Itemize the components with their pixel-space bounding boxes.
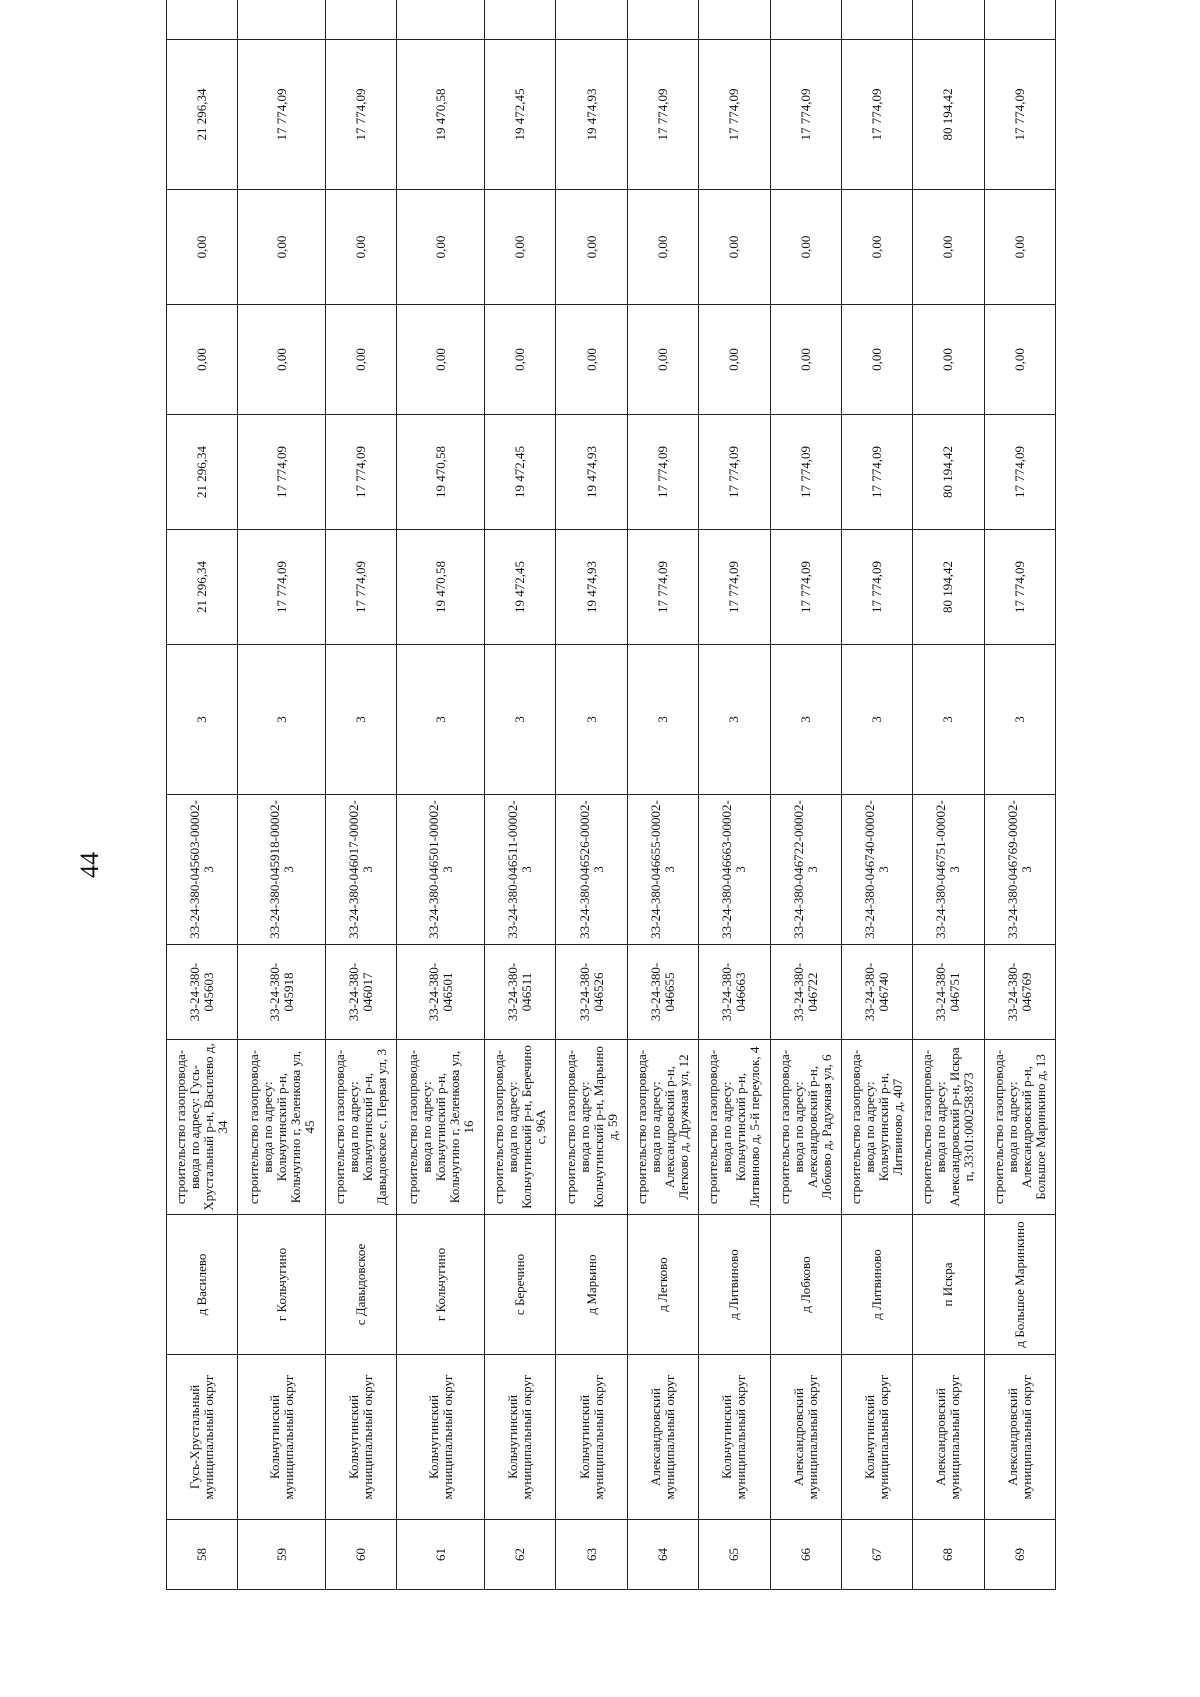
cell-settlement: д Большое Маринкино — [984, 1215, 1055, 1355]
cell-v3: 0,00 — [627, 190, 698, 305]
cell-description: строительство газопровода-ввода по адресу: Александровский р-н, Легково д, Дружная ул, 12 — [627, 1040, 698, 1215]
cell-total: 21 296,34 — [167, 530, 238, 645]
cell-v5 — [397, 0, 485, 40]
cell-v2: 0,00 — [984, 305, 1055, 415]
cell-contract: 33-24-380-046751-00002-3 — [913, 795, 984, 945]
cell-v4: 80 194,42 — [913, 40, 984, 190]
cell-contract: 33-24-380-046769-00002-3 — [984, 795, 1055, 945]
cell-category: 3 — [627, 645, 698, 795]
cell-settlement: д Лобково — [770, 1215, 841, 1355]
cell-v1: 21 296,34 — [167, 415, 238, 530]
cell-district: Кольчугинский муниципальный округ — [485, 1355, 556, 1520]
cell-v5 — [841, 0, 912, 40]
cell-district: Кольчугинский муниципальный округ — [326, 1355, 397, 1520]
cell-total: 19 470,58 — [397, 530, 485, 645]
cell-v3: 0,00 — [913, 190, 984, 305]
cell-settlement: с Беречино — [485, 1215, 556, 1355]
cell-cadastral: 33-24-380-046017 — [326, 945, 397, 1040]
cell-district: Кольчугинский муниципальный округ — [238, 1355, 326, 1520]
cell-v3: 0,00 — [397, 190, 485, 305]
cell-v3: 0,00 — [841, 190, 912, 305]
cell-category: 3 — [167, 645, 238, 795]
cell-total: 17 774,09 — [770, 530, 841, 645]
cell-category: 3 — [913, 645, 984, 795]
cell-settlement: д Литвиново — [841, 1215, 912, 1355]
cell-v4: 17 774,09 — [326, 40, 397, 190]
cell-v2: 0,00 — [397, 305, 485, 415]
cell-v4: 17 774,09 — [770, 40, 841, 190]
cell-no: 62 — [485, 1520, 556, 1590]
table-row — [556, 0, 627, 1590]
table-row — [238, 0, 326, 1590]
cell-district: Александровский муниципальный округ — [913, 1355, 984, 1520]
cell-category: 3 — [770, 645, 841, 795]
cell-v2: 0,00 — [326, 305, 397, 415]
cell-v1: 17 774,09 — [984, 415, 1055, 530]
cell-v1: 17 774,09 — [841, 415, 912, 530]
cell-v4: 19 472,45 — [485, 40, 556, 190]
cell-v5 — [238, 0, 326, 40]
cell-v5 — [913, 0, 984, 40]
cell-v2: 0,00 — [167, 305, 238, 415]
cell-no: 58 — [167, 1520, 238, 1590]
cell-v3: 0,00 — [984, 190, 1055, 305]
cell-v1: 80 194,42 — [913, 415, 984, 530]
cell-v2: 0,00 — [485, 305, 556, 415]
cell-v4: 19 474,93 — [556, 40, 627, 190]
cell-v2: 0,00 — [238, 305, 326, 415]
cell-no: 65 — [699, 1520, 770, 1590]
cell-cadastral: 33-24-380-045918 — [238, 945, 326, 1040]
table-row — [984, 0, 1055, 1590]
cell-contract: 33-24-380-046501-00002-3 — [397, 795, 485, 945]
cell-contract: 33-24-380-046655-00002-3 — [627, 795, 698, 945]
cell-v1: 19 472,45 — [485, 415, 556, 530]
cell-v2: 0,00 — [556, 305, 627, 415]
cell-total: 19 472,45 — [485, 530, 556, 645]
cell-v1: 19 470,58 — [397, 415, 485, 530]
cell-v1: 17 774,09 — [326, 415, 397, 530]
cell-v1: 17 774,09 — [699, 415, 770, 530]
cell-v4: 17 774,09 — [627, 40, 698, 190]
cell-no: 68 — [913, 1520, 984, 1590]
cell-v3: 0,00 — [238, 190, 326, 305]
cell-v3: 0,00 — [167, 190, 238, 305]
cell-v3: 0,00 — [770, 190, 841, 305]
cell-cadastral: 33-24-380-046663 — [699, 945, 770, 1040]
cell-category: 3 — [326, 645, 397, 795]
cell-v1: 17 774,09 — [770, 415, 841, 530]
cell-total: 17 774,09 — [984, 530, 1055, 645]
cell-contract: 33-24-380-045918-00002-3 — [238, 795, 326, 945]
cell-v5 — [770, 0, 841, 40]
cell-settlement: г Кольчугино — [397, 1215, 485, 1355]
cell-settlement: д Марьино — [556, 1215, 627, 1355]
cell-total: 19 474,93 — [556, 530, 627, 645]
data-table — [166, 0, 1056, 1590]
table-row — [397, 0, 485, 1590]
cell-contract: 33-24-380-046663-00002-3 — [699, 795, 770, 945]
cell-category: 3 — [556, 645, 627, 795]
cell-v3: 0,00 — [699, 190, 770, 305]
cell-v1: 17 774,09 — [238, 415, 326, 530]
cell-settlement: с Давыдовское — [326, 1215, 397, 1355]
cell-v4: 21 296,34 — [167, 40, 238, 190]
cell-no: 61 — [397, 1520, 485, 1590]
cell-settlement: д Легково — [627, 1215, 698, 1355]
cell-v5 — [556, 0, 627, 40]
cell-district: Кольчугинский муниципальный округ — [699, 1355, 770, 1520]
cell-contract: 33-24-380-046017-00002-3 — [326, 795, 397, 945]
cell-v2: 0,00 — [699, 305, 770, 415]
cell-category: 3 — [699, 645, 770, 795]
cell-district: Кольчугинский муниципальный округ — [556, 1355, 627, 1520]
cell-description: строительство газопровода-ввода по адресу: Кольчугинский р-н, Кольчугино г, Зеленкова ул, 16 — [397, 1040, 485, 1215]
page-number: 44 — [75, 852, 104, 878]
cell-v4: 17 774,09 — [841, 40, 912, 190]
cell-v2: 0,00 — [913, 305, 984, 415]
cell-category: 3 — [984, 645, 1055, 795]
cell-settlement: п Искра — [913, 1215, 984, 1355]
cell-cadastral: 33-24-380-046751 — [913, 945, 984, 1040]
cell-v3: 0,00 — [485, 190, 556, 305]
cell-district: Кольчугинский муниципальный округ — [397, 1355, 485, 1520]
cell-cadastral: 33-24-380-046526 — [556, 945, 627, 1040]
cell-no: 66 — [770, 1520, 841, 1590]
cell-district: Александровский муниципальный округ — [770, 1355, 841, 1520]
cell-v5 — [984, 0, 1055, 40]
cell-no: 59 — [238, 1520, 326, 1590]
cell-description: строительство газопровода-ввода по адресу: Александровский р-н, Искра п, 33:01:000258:873 — [913, 1040, 984, 1215]
cell-category: 3 — [397, 645, 485, 795]
cell-v5 — [485, 0, 556, 40]
table-row — [167, 0, 238, 1590]
table-row — [485, 0, 556, 1590]
cell-total: 17 774,09 — [627, 530, 698, 645]
cell-total: 17 774,09 — [326, 530, 397, 645]
cell-cadastral: 33-24-380-046655 — [627, 945, 698, 1040]
cell-v4: 17 774,09 — [238, 40, 326, 190]
cell-description: строительство газопровода-ввода по адресу: Кольчугинский р-н, Литвиново д, 5-й переулок, 4 — [699, 1040, 770, 1215]
cell-v4: 17 774,09 — [984, 40, 1055, 190]
cell-v2: 0,00 — [841, 305, 912, 415]
cell-cadastral: 33-24-380-046740 — [841, 945, 912, 1040]
cell-contract: 33-24-380-045603-00002-3 — [167, 795, 238, 945]
cell-no: 67 — [841, 1520, 912, 1590]
cell-district: Александровский муниципальный округ — [984, 1355, 1055, 1520]
cell-settlement: д Василево — [167, 1215, 238, 1355]
cell-cadastral: 33-24-380-046769 — [984, 945, 1055, 1040]
cell-v3: 0,00 — [326, 190, 397, 305]
cell-v2: 0,00 — [627, 305, 698, 415]
cell-v5 — [326, 0, 397, 40]
cell-v5 — [167, 0, 238, 40]
cell-no: 60 — [326, 1520, 397, 1590]
cell-district: Кольчугинский муниципальный округ — [841, 1355, 912, 1520]
cell-category: 3 — [841, 645, 912, 795]
table-row — [770, 0, 841, 1590]
cell-total: 17 774,09 — [238, 530, 326, 645]
cell-description: строительство газопровода-ввода по адресу: Кольчугинский р-н, Давыдовское с, Первая ул, 3 — [326, 1040, 397, 1215]
cell-cadastral: 33-24-380-046511 — [485, 945, 556, 1040]
cell-settlement: г Кольчугино — [238, 1215, 326, 1355]
cell-description: строительство газопровода-ввода по адресу: Александровский р-н, Большое Маринкино д, 13 — [984, 1040, 1055, 1215]
cell-v5 — [699, 0, 770, 40]
table-row — [699, 0, 770, 1590]
cell-category: 3 — [238, 645, 326, 795]
data-table-rotated — [166, 88, 1056, 1590]
cell-v4: 17 774,09 — [699, 40, 770, 190]
table-row — [841, 0, 912, 1590]
cell-district: Александровский муниципальный округ — [627, 1355, 698, 1520]
cell-description: строительство газопровода-ввода по адресу: Кольчугинский р-н, Марьино д, 59 — [556, 1040, 627, 1215]
cell-cadastral: 33-24-380-045603 — [167, 945, 238, 1040]
table-row — [326, 0, 397, 1590]
cell-district: Гусь-Хрустальный муниципальный округ — [167, 1355, 238, 1520]
table-row — [913, 0, 984, 1590]
cell-v3: 0,00 — [556, 190, 627, 305]
cell-contract: 33-24-380-046740-00002-3 — [841, 795, 912, 945]
cell-cadastral: 33-24-380-046722 — [770, 945, 841, 1040]
cell-description: строительство газопровода-ввода по адресу: Гусь-Хрустальный р-н, Василево д, 34 — [167, 1040, 238, 1215]
cell-v4: 19 470,58 — [397, 40, 485, 190]
cell-category: 3 — [485, 645, 556, 795]
cell-contract: 33-24-380-046526-00002-3 — [556, 795, 627, 945]
cell-description: строительство газопровода-ввода по адресу: Александровский р-н, Лобково д, Радужная ул, 6 — [770, 1040, 841, 1215]
cell-settlement: д Литвиново — [699, 1215, 770, 1355]
cell-total: 17 774,09 — [699, 530, 770, 645]
table-row — [627, 0, 698, 1590]
cell-no: 63 — [556, 1520, 627, 1590]
cell-cadastral: 33-24-380-046501 — [397, 945, 485, 1040]
cell-v1: 19 474,93 — [556, 415, 627, 530]
cell-v1: 17 774,09 — [627, 415, 698, 530]
cell-total: 17 774,09 — [841, 530, 912, 645]
cell-description: строительство газопровода-ввода по адресу: Кольчугинский р-н, Беречино с, 96А — [485, 1040, 556, 1215]
cell-v2: 0,00 — [770, 305, 841, 415]
cell-description: строительство газопровода-ввода по адресу: Кольчугинский р-н, Литвиново д, 407 — [841, 1040, 912, 1215]
cell-total: 80 194,42 — [913, 530, 984, 645]
cell-v5 — [627, 0, 698, 40]
cell-description: строительство газопровода-ввода по адресу: Кольчугинский р-н, Кольчугино г, Зеленкова ул, 45 — [238, 1040, 326, 1215]
cell-contract: 33-24-380-046511-00002-3 — [485, 795, 556, 945]
cell-no: 69 — [984, 1520, 1055, 1590]
cell-no: 64 — [627, 1520, 698, 1590]
cell-contract: 33-24-380-046722-00002-3 — [770, 795, 841, 945]
